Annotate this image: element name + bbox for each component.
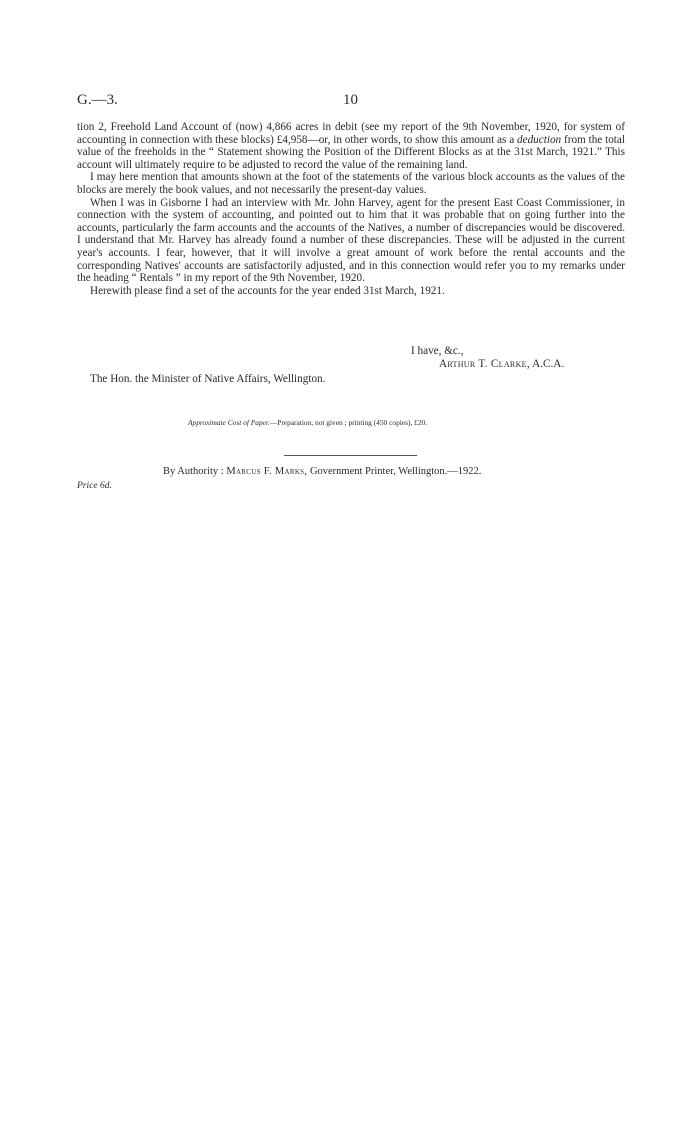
signature-name: Arthur T. Clarke, [439, 358, 530, 370]
emphasis-deduction: deduction [517, 133, 562, 146]
salutation: I have, &c., [411, 345, 464, 357]
signature-suffix: A.C.A. [529, 358, 565, 370]
printer-imprint [163, 466, 481, 477]
price-label: Price 6d. [77, 481, 112, 491]
cost-of-paper-note [188, 418, 427, 427]
paragraph-book-values: I may here mention that amounts shown at the foot of the statements of the various block accounts as the values of the blocks are merely the book values, and not necessarily the present-day values. [77, 171, 625, 196]
paragraph-text: from the total value of the freeholds in the “ Statement showing the Position of the Different Blocks as at the 31st March, 1921.” This account will ultimately require to be adjusted to record the value of the remaining land. [77, 133, 625, 171]
imprint-suffix: Government Printer, Wellington.—1922. [307, 466, 482, 477]
paragraph-text: tion 2, Freehold Land Account of (now) 4,866 acres in debit (see my report of the 9th November, 1920, for system of accounting in connection with these blocks) £4,958—or, in other words, to show this amount as a [77, 121, 625, 146]
printer-name: Marcus F. Marks, [226, 466, 308, 477]
cost-note-text: —Preparation, not given ; printing (450 copies), £20. [269, 418, 428, 427]
divider-rule [284, 455, 417, 456]
cost-note-label: Approximate Cost of Paper. [188, 418, 270, 427]
addressee: The Hon. the Minister of Native Affairs, Wellington. [90, 373, 326, 385]
paragraph-accounts-enclosed: Herewith please find a set of the accounts for the year ended 31st March, 1921. [90, 284, 445, 297]
document-reference: G.—3. [77, 92, 118, 108]
paragraph-freehold-account [77, 121, 625, 171]
imprint-prefix: By Authority : [163, 466, 227, 477]
page-header [77, 92, 625, 112]
signature [439, 358, 564, 371]
paragraph-gisborne-interview: When I was in Gisborne I had an interview with Mr. John Harvey, agent for the present East Coast Commissioner, in connection with the system of accounting, and pointed out to him that it was probable that on going further into the accounts, particularly the farm accounts and the accounts of the Natives, a number of discrepancies would be discovered. I understand that Mr. Harvey has already found a number of these discrepancies. These will be adjusted in the current year's accounts. I fear, however, that it will involve a great amount of work before the rental accounts and the corresponding Natives' accounts are satisfactorily adjusted, and in this connection would refer you to my remarks under the heading “ Rentals ” in my report of the 9th November, 1920. [77, 196, 625, 285]
report-body [77, 121, 625, 297]
page-number: 10 [343, 92, 358, 108]
